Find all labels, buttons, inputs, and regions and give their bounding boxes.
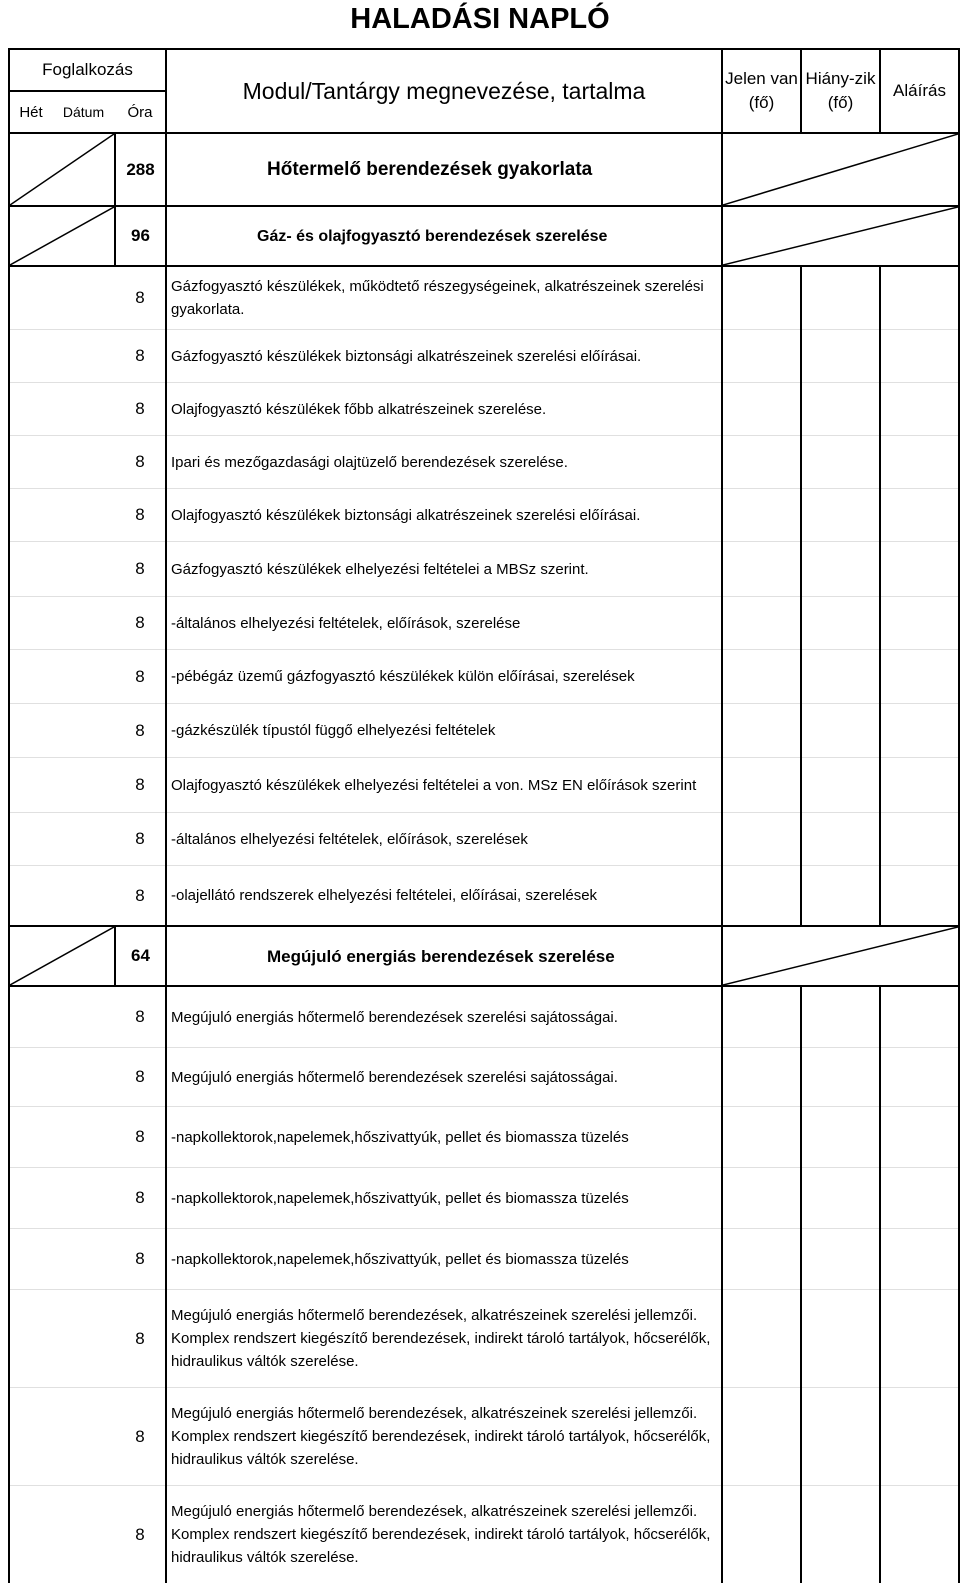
section-title: Hőtermelő berendezések gyakorlata [166,133,722,206]
header-het: Hét [9,91,52,133]
section-title: Megújuló energiás berendezések szerelése [166,926,722,986]
row-hours: 8 [115,330,166,383]
header-hiany [801,49,880,133]
header-ora: Óra [115,91,166,133]
progress-log-table [8,48,960,1583]
row-hours: 8 [115,866,166,927]
row-text: -napkollektorok,napelemek,hőszivattyúk, pellet és biomassza tüzelés [166,1107,722,1168]
section-diagonal-right [722,926,959,986]
row-hours: 8 [115,1229,166,1290]
row-text: Megújuló energiás hőtermelő berendezések szerelési sajátosságai. [166,986,722,1048]
row-hours: 8 [115,436,166,489]
row-hours: 8 [115,489,166,542]
header-jelen-van [722,49,801,133]
row-hours: 8 [115,1107,166,1168]
header-hiany-label: Hiány-zik [802,67,879,91]
section-hours: 64 [115,926,166,986]
row-text: Megújuló energiás hőtermelő berendezések, alkatrészeinek szerelési jellemzői. Komplex rendszert kiegészítő berendezések, indirekt tároló tartályok, hőcserélők, hidraulikus váltók szerelése. [166,1290,722,1388]
section-title: Gáz- és olajfogyasztó berendezések szerelése [166,206,722,266]
row-text: Olajfogyasztó készülékek biztonsági alkatrészeinek szerelési előírásai. [166,489,722,542]
header-modul: Modul/Tantárgy megnevezése, tartalma [166,49,722,133]
row-hours: 8 [115,704,166,758]
section-diagonal-right [722,133,959,206]
row-hours: 8 [115,986,166,1048]
header-hiany-unit: (fő) [802,91,879,115]
row-text: Megújuló energiás hőtermelő berendezések szerelési sajátosságai. [166,1048,722,1107]
row-text: Gázfogyasztó készülékek, működtető részegységeinek, alkatrészeinek szerelési gyakorlata. [166,266,722,330]
row-text: Gázfogyasztó készülékek elhelyezési feltételei a MBSz szerint. [166,542,722,597]
header-jelen-van-label: Jelen van [723,67,800,91]
row-text: -pébégáz üzemű gázfogyasztó készülékek külön előírásai, szerelések [166,650,722,704]
row-text: Ipari és mezőgazdasági olajtüzelő berendezések szerelése. [166,436,722,489]
row-text: -olajellátó rendszerek elhelyezési feltételei, előírásai, szerelések [166,866,722,927]
header-jelen-van-unit: (fő) [723,91,800,115]
header-foglalkozas: Foglalkozás [9,49,166,91]
row-text: -napkollektorok,napelemek,hőszivattyúk, pellet és biomassza tüzelés [166,1229,722,1290]
header-datum: Dátum [52,91,115,133]
page-title: HALADÁSI NAPLÓ [0,0,960,38]
section-diagonal [9,926,115,986]
row-hours: 8 [115,266,166,330]
row-text: Gázfogyasztó készülékek biztonsági alkatrészeinek szerelési előírásai. [166,330,722,383]
row-text: -gázkészülék típustól függő elhelyezési feltételek [166,704,722,758]
section-hours: 288 [115,133,166,206]
row-hours: 8 [115,758,166,813]
section-diagonal-right [722,206,959,266]
row-hours: 8 [115,1388,166,1486]
row-text: Megújuló energiás hőtermelő berendezések, alkatrészeinek szerelési jellemzői. Komplex rendszert kiegészítő berendezések, indirekt tároló tartályok, hőcserélők, hidraulikus váltók szerelése. [166,1486,722,1583]
row-hours: 8 [115,542,166,597]
row-hours: 8 [115,597,166,650]
section-hours: 96 [115,206,166,266]
row-hours: 8 [115,813,166,866]
header-alairas: Aláírás [880,49,959,133]
row-hours: 8 [115,1290,166,1388]
row-text: -általános elhelyezési feltételek, előírások, szerelések [166,813,722,866]
row-hours: 8 [115,1048,166,1107]
row-hours: 8 [115,1168,166,1229]
row-text: -napkollektorok,napelemek,hőszivattyúk, pellet és biomassza tüzelés [166,1168,722,1229]
row-text: Megújuló energiás hőtermelő berendezések, alkatrészeinek szerelési jellemzői. Komplex rendszert kiegészítő berendezések, indirekt tároló tartályok, hőcserélők, hidraulikus váltók szerelése. [166,1388,722,1486]
row-text: Olajfogyasztó készülékek elhelyezési feltételei a von. MSz EN előírások szerint [166,758,722,813]
section-diagonal [9,206,115,266]
row-text: Olajfogyasztó készülékek főbb alkatrészeinek szerelése. [166,383,722,436]
row-hours: 8 [115,650,166,704]
row-hours: 8 [115,383,166,436]
section-diagonal [9,133,115,206]
row-hours: 8 [115,1486,166,1583]
row-text: -általános elhelyezési feltételek, előírások, szerelése [166,597,722,650]
